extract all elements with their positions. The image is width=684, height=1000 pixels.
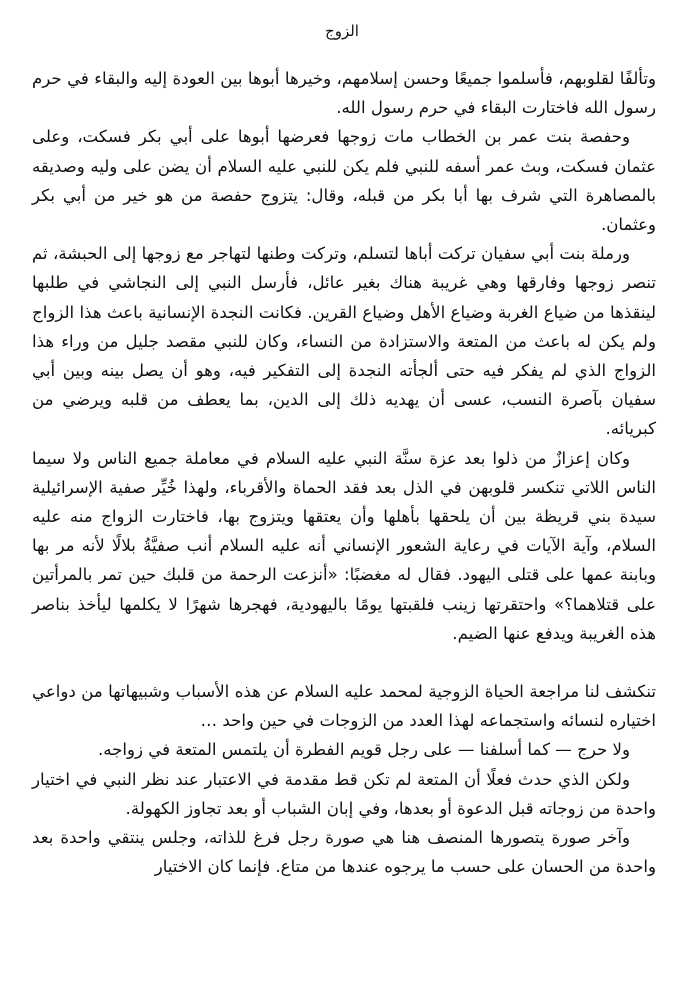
paragraph: ولكن الذي حدث فعلًا أن المتعة لم تكن قط مقدمة في الاعتبار عند نظر النبي في اختيار واحدة من زوجاته قبل الدعوة أو بعدها، وفي إبان الشباب أو بعد تجاوز الكهولة. (32, 769, 656, 818)
running-header: الزوج (325, 22, 359, 40)
page-body (32, 64, 656, 881)
paragraph: وتألفًا لقلوبهم، فأسلموا جميعًا وحسن إسلامهم، وخيرها أبوها بين العودة إليه والبقاء في حرم رسول الله فاختارت البقاء في حرم رسول الله. (32, 69, 656, 118)
paragraph: تنكشف لنا مراجعة الحياة الزوجية لمحمد عليه السلام عن هذه الأسباب وشبيهاتها من دواعي اختياره لنسائه واستجماعه لهذا العدد من الزوجات في حين واحد … (32, 682, 656, 731)
paragraph: وآخر صورة يتصورها المنصف هنا هي صورة رجل فرغ للذاته، وجلس ينتقي واحدة بعد واحدة من الحسان على حسب ما يرجوه عندها من متاع. فإنما كان الاختيار (32, 828, 656, 877)
paragraph: وحفصة بنت عمر بن الخطاب مات زوجها فعرضها أبوها على أبي بكر فسكت، وعلى عثمان فسكت، وبث عمر أسفه للنبي فلم يكن للنبي عليه السلام أن يضن على وليه وصديقه بالمصاهرة التي شرف بها أبا بكر من قبله، وقال: يتزوج حفصة من هو خير من أبي بكر وعثمان. (32, 127, 656, 235)
paragraph: ورملة بنت أبي سفيان تركت أباها لتسلم، وتركت وطنها لتهاجر مع زوجها إلى الحبشة، ثم تنصر زوجها وفارقها وهي غريبة هناك بغير عائل، فأرسل النبي إلى النجاشي في طلبها لينقذها من ضياع الغربة وضياع الأهل وضياع القرين. فكانت النجدة الإنسانية باعث هذا الزواج ولم يكن له باعث من المتعة والاستزادة من النساء، وكان للنبي مقصد جليل من وراء هذا الزواج الذي لم يفكر فيه حتى ألجأته النجدة إلى التفكير فيه، وهو أن يصل بينه وبين أبي سفيان بآصرة النسب، عسى أن يهديه ذلك إلى الدين، بما يعطف من قلبه ويرضي من كبريائه. (32, 244, 656, 439)
paragraph: ولا حرج — كما أسلفنا — على رجل قويم الفطرة أن يلتمس المتعة في زواجه. (97, 740, 630, 760)
paragraph: وكان إعزازٌ من ذلوا بعد عزة سنَّة النبي عليه السلام في معاملة جميع الناس ولا سيما الناس اللاتي تنكسر قلوبهن في الذل بعد فقد الحماة والأقرباء، ولهذا خُيِّر صفية الإسرائيلية سيدة بني قريظة بين أن يلحقها بأهلها وأن يعتقها ويتزوج بها، فاختارت الزواج منه عليه السلام، وآية الآيات في رعاية الشعور الإنساني أنه عليه السلام أنب صفيَّةُ بلالًا لأنه مر بها وبابنة عمها على قتلى اليهود. فقال له مغضبًا: «أنزعت الرحمة من قلبك حين تمر بالمرأتين على قتلاهما؟» واحتقرتها زينب فلقبتها يومًا باليهودية، فهجرها شهرًا لا يكلمها ليأخذ بناصر هذه الغريبة ويدفع عنها الضيم. (32, 448, 656, 643)
